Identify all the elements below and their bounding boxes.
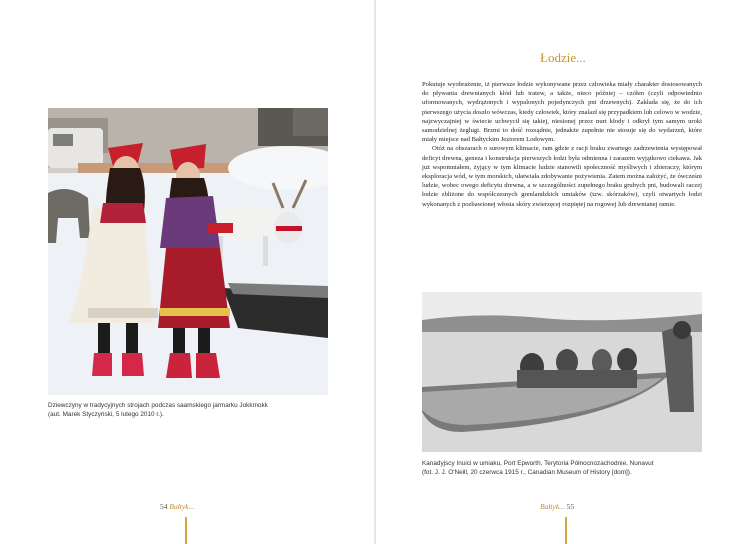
- left-page-number: 54: [160, 502, 168, 511]
- right-photo-caption: [422, 459, 712, 477]
- paragraph-1: Pokutuje wyobrażenie, iż pierwsze łodzie wykonywane przez człowieka miały charakter dostosowanych do pływania drewnianych kłód lub tratew, a także, nieco później – czółen (czyli odpowiednio uformowanych, wydrążonych i wypalonych pojedynczych pni drzewnych). Zakłada się, że do ich pierwszego użycia doszło wówczas, kiedy człowiek, który znalazł się przypadkiem lub celowo w wodzie, najzwyczajniej w świecie uchwycił się takiej, niesionej przez nurt kłody i odkrył tym samym uroki samodzielnej żeglugi. Brzmi to dość rozsądnie, jednakże zupełnie nie stosuje się do wydarzeń, które miały miejsce nad Bałtyckim Jeziorem Lodowym.: [422, 81, 702, 144]
- left-caption-line-1: Dziewczyny w tradycyjnych strojach podczas saamskiego jarmarku Jokkmokk: [48, 402, 268, 409]
- left-folio: [160, 502, 194, 511]
- sami-girls-photo: [48, 108, 328, 395]
- paragraph-2: Otóż na obszarach o surowym klimacie, ram gdzie z racji braku zwartego zadrzewienia występował deficyt drewna, geneza i konstrukcja pierwszych łodzi była odmienna i zarazem wyjątkowo ciekawa. Jak już wspomniałem, żyjący w tym klimacie ludzie stanowili społeczność myśliwych i zbieraczy, którym eksploracja wód, w tym morskich, ułatwiała zdobywanie pożywienia. Zatem można założyć, że ówcześni ludzie, wobec owego deficytu drewna, a w szczególności zupełnego braku grubych pni, budowali raczej łodzie zbliżone do współczesnych grenlandzkich umiaków (tzw. skórzaków), czyli otwartych łodzi wykonanych z pozbawionej włosia skóry zwierzęcej rozpiętej na rogowej lub drewnianej ramie.: [422, 145, 702, 208]
- left-caption-line-2: (aut. Marek Styczyński, 5 lutego 2010 r.).: [48, 411, 164, 418]
- left-photo-caption: [48, 401, 338, 419]
- right-page-number: 55: [566, 502, 575, 511]
- body-text: [422, 80, 702, 209]
- left-running-title: Bałtyk...: [169, 502, 195, 511]
- right-caption-line-2: (fot. J. J. O'Neill, 20 czerwca 1915 r., Canadian Museum of History [dom]).: [422, 469, 632, 476]
- right-folio-rule: [565, 517, 567, 544]
- right-running-title: Bałtyk...: [540, 502, 565, 511]
- umiak-photo: [422, 292, 702, 452]
- left-folio-rule: [185, 517, 187, 544]
- sami-girls-illustration: [48, 108, 328, 395]
- umiak-illustration: [422, 292, 702, 452]
- right-folio: [540, 502, 574, 511]
- right-caption-line-1: Kanadyjscy Inuici w umiaku, Port Epworth, Terytoria Północnozachodnie, Nunavut: [422, 460, 654, 467]
- chapter-title: Łodzie...: [540, 50, 586, 65]
